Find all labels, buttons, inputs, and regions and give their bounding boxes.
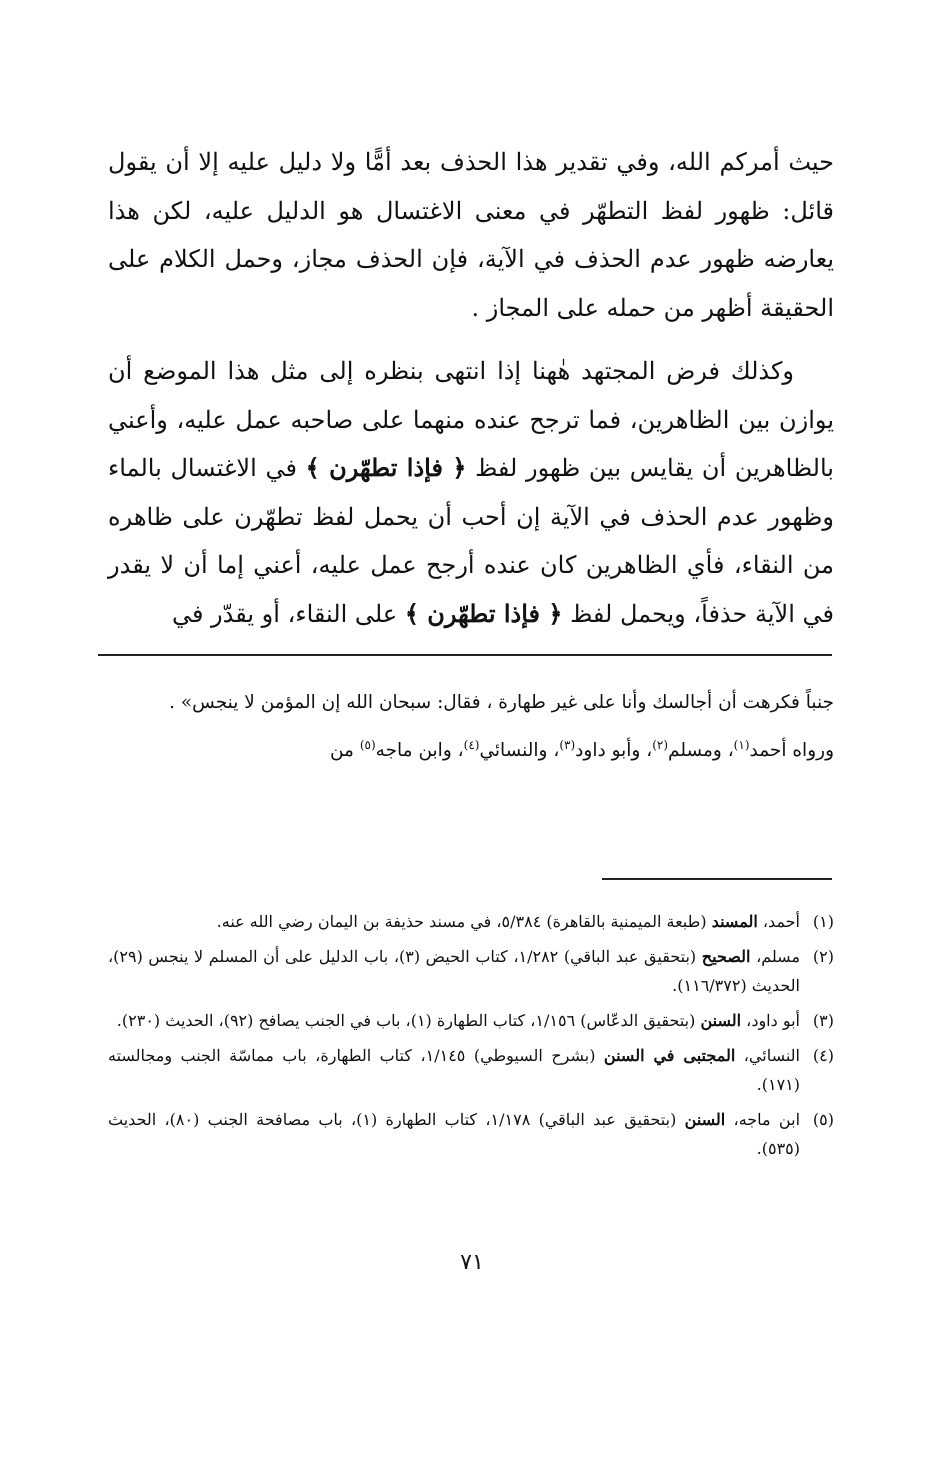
- cont-text-d: ، والنسائي: [479, 740, 560, 761]
- footnote-ref-1: (١): [733, 737, 750, 752]
- footnote-author: أحمد،: [757, 912, 800, 931]
- footnote-ref-2: (٢): [652, 737, 669, 752]
- footnote-item: [108, 907, 834, 936]
- footnote-item: [108, 942, 834, 1000]
- footnote-text: [108, 907, 800, 936]
- quran-quote-2: ﴿ فإذا تطهّرن ﴾: [404, 598, 563, 628]
- footnote-number: (٤): [812, 1046, 834, 1065]
- footnote-author: ابن ماجه،: [725, 1110, 801, 1129]
- footnote-item: [108, 1041, 834, 1099]
- footnote-text: [108, 1041, 800, 1099]
- cont-text-f: من: [329, 740, 354, 761]
- footnotes: [108, 907, 834, 1169]
- footnote-details: (طبعة الميمنية بالقاهرة) ٥/٣٨٤، في مسند حذيفة بن اليمان رضي الله عنه.: [216, 912, 712, 931]
- paragraph-2-part-b: في الاغتسال بالماء وظهور عدم الحذف في الآية إن أحب أن يحمل لفظ تطهّرن على ظاهره من النقاء، فأي الظاهرين كان عنده أرجح عمل عليه، أعني إما أن لا يقدر في الآية حذفاً، ويحمل لفظ: [108, 454, 834, 628]
- main-separator-rule: [98, 654, 832, 656]
- footnote-details: (بتحقيق عبد الباقي) ١/١٧٨، كتاب الطهارة (١)، باب مصافحة الجنب (٨٠)، الحديث (٥٣٥).: [108, 1110, 800, 1158]
- page-number: ٧١: [460, 1250, 484, 1275]
- cont-text-b: ، ومسلم: [668, 740, 734, 761]
- footnote-details: (بتحقيق الدعّاس) ١/١٥٦، كتاب الطهارة (١)، باب في الجنب يصافح (٩٢)، الحديث (٢٣٠).: [116, 1011, 701, 1030]
- footnote-number: (٢): [812, 947, 834, 966]
- footnote-author: النسائي،: [735, 1046, 800, 1065]
- footnote-number: (١): [812, 912, 834, 931]
- footnote-author: أبو داود،: [741, 1011, 800, 1030]
- footnote-ref-5: (٥): [359, 737, 376, 752]
- continuation-line-1: جنباً فكرهت أن أجالسك وأنا على غير طهارة ، فقال: سبحان الله إن المؤمن لا ينجس» .: [169, 692, 834, 713]
- cont-text-a: ورواه أحمد: [749, 740, 834, 761]
- footnote-details: (بشرح السيوطي) ١/١٤٥، كتاب الطهارة، باب مماسّة الجنب ومجالسته (١٧١).: [108, 1046, 800, 1094]
- footnote-work-title: المجتبى في السنن: [603, 1046, 736, 1065]
- cont-text-e: ، وابن ماجه: [375, 740, 464, 761]
- paragraph-2-part-a: وكذلك فرض المجتهد هٰهنا إذا انتهى بنظره إلى مثل هذا الموضع أن يوازن بين الظاهرين، فما ترجح عنده منهما على صاحبه عمل عليه، وأعني بالظاهرين أن يقايس بين ظهور لفظ: [108, 357, 835, 482]
- paragraph-1: حيث أمركم الله، وفي تقدير هذا الحذف بعد أمًّا ولا دليل عليه إلا أن يقول قائل: ظهور لفظ التطهّر في معنى الاغتسال هو الدليل عليه، لكن هذا يعارضه ظهور عدم الحذف في الآية، فإن الحذف مجاز، وحمل الكلام على الحقيقة أظهر من حمله على المجاز .: [108, 148, 834, 322]
- cont-text-c: ، وأبو داود: [575, 740, 653, 761]
- footnote-separator-rule: [602, 878, 832, 880]
- footnote-details: (بتحقيق عبد الباقي) ١/٢٨٢، كتاب الحيض (٣)، باب الدليل على أن المسلم لا ينجس (٢٩)، الحديث (١١٦/٣٧٢).: [108, 947, 800, 995]
- continuation-note: [108, 686, 834, 768]
- footnote-author: مسلم،: [750, 947, 801, 966]
- footnote-text: [108, 1105, 800, 1163]
- footnote-number: (٣): [812, 1011, 834, 1030]
- paragraph-2: [108, 347, 834, 638]
- footnote-ref-4: (٤): [463, 737, 480, 752]
- footnote-number: (٥): [812, 1110, 834, 1129]
- footnote-work-title: الصحيح: [701, 947, 751, 966]
- footnote-work-title: المسند: [711, 912, 758, 931]
- footnote-text: [108, 942, 800, 1000]
- continuation-line-2: [108, 734, 834, 768]
- footnote-item: [108, 1006, 834, 1035]
- footnote-work-title: السنن: [700, 1011, 742, 1030]
- main-text: [108, 138, 834, 638]
- quran-quote-1: ﴿ فإذا تطهّرن ﴾: [305, 453, 467, 482]
- footnote-work-title: السنن: [684, 1110, 726, 1129]
- footnote-item: [108, 1105, 834, 1163]
- footnote-ref-3: (٣): [559, 737, 576, 752]
- paragraph-2-part-c: على النقاء، أو يقدّر في: [171, 599, 398, 628]
- footnote-text: [108, 1006, 800, 1035]
